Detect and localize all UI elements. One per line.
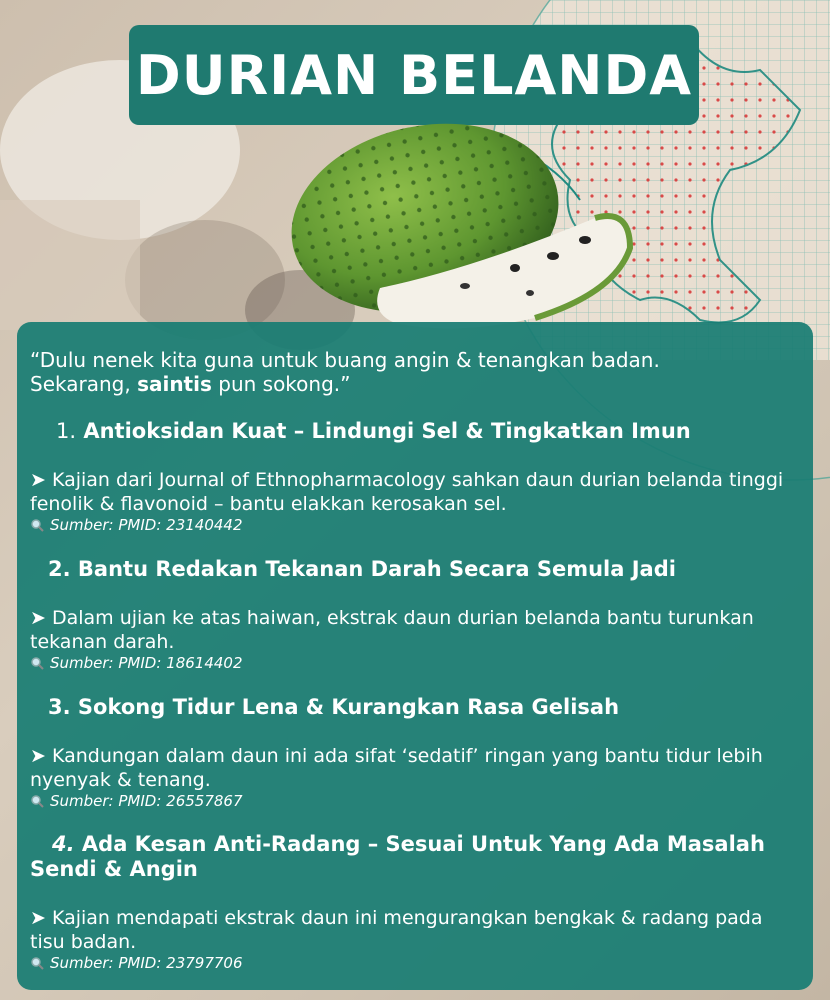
title-box [129, 25, 699, 125]
benefit-heading-text: Bantu Redakan Tekanan Darah Secara Semula Jadi [77, 557, 676, 581]
benefit-heading-text: Antioksidan Kuat – Lindungi Sel & Tingkatkan Imun [83, 419, 691, 443]
benefit-heading-text: Sokong Tidur Lena & Kurangkan Rasa Gelisah [77, 695, 620, 719]
magnifier-icon [30, 518, 44, 532]
info-card [17, 322, 813, 990]
benefit-source-4 [30, 954, 797, 972]
magnifier-icon [30, 794, 44, 808]
intro-quote [30, 348, 797, 396]
source-text: Sumber: PMID: 26557867 [50, 792, 243, 810]
magnifier-icon [30, 956, 44, 970]
benefit-source-3 [30, 792, 797, 810]
benefit-heading-text: Ada Kesan Anti-Radang – Sesuai Untuk Yang Ada Masalah Sendi & Angin [30, 832, 765, 881]
benefit-number: 1. [56, 419, 77, 443]
benefit-body-1: ➤ Kajian dari Journal of Ethnopharmacology sahkan daun durian belanda tinggi fenolik & flavonoid – bantu elakkan kerosakan sel. [30, 469, 784, 515]
page-title: DURIAN BELANDA [135, 43, 693, 107]
soursop-fruit-image [285, 118, 640, 338]
intro-line-2-bold: saintis [137, 372, 212, 396]
intro-line-1: “Dulu nenek kita guna untuk buang angin & tenangkan badan. [30, 348, 660, 372]
benefit-body-2: ➤ Dalam ujian ke atas haiwan, ekstrak daun durian belanda bantu turunkan tekanan darah. [30, 607, 754, 653]
source-text: Sumber: PMID: 23140442 [50, 516, 243, 534]
intro-line-2-suffix: pun sokong.” [211, 372, 351, 396]
benefit-heading-3 [30, 694, 797, 720]
magnifier-icon [30, 656, 44, 670]
benefit-source-1 [30, 516, 797, 534]
benefit-body-4: ➤ Kajian mendapati ekstrak daun ini mengurangkan bengkak & radang pada tisu badan. [30, 907, 763, 953]
benefit-number: 2. [48, 557, 71, 581]
benefit-heading-1 [30, 418, 797, 444]
benefit-source-2 [30, 654, 797, 672]
benefit-heading-4 [30, 832, 797, 882]
source-text: Sumber: PMID: 23797706 [50, 954, 243, 972]
benefit-heading-2 [30, 556, 797, 582]
benefit-body-3: ➤ Kandungan dalam daun ini ada sifat ‘sedatif’ ringan yang bantu tidur lebih nyenyak & tenang. [30, 745, 763, 791]
intro-line-2-prefix: Sekarang, [30, 372, 138, 396]
benefit-number: 3. [48, 695, 71, 719]
benefit-number: 4. [52, 832, 75, 856]
source-text: Sumber: PMID: 18614402 [50, 654, 243, 672]
